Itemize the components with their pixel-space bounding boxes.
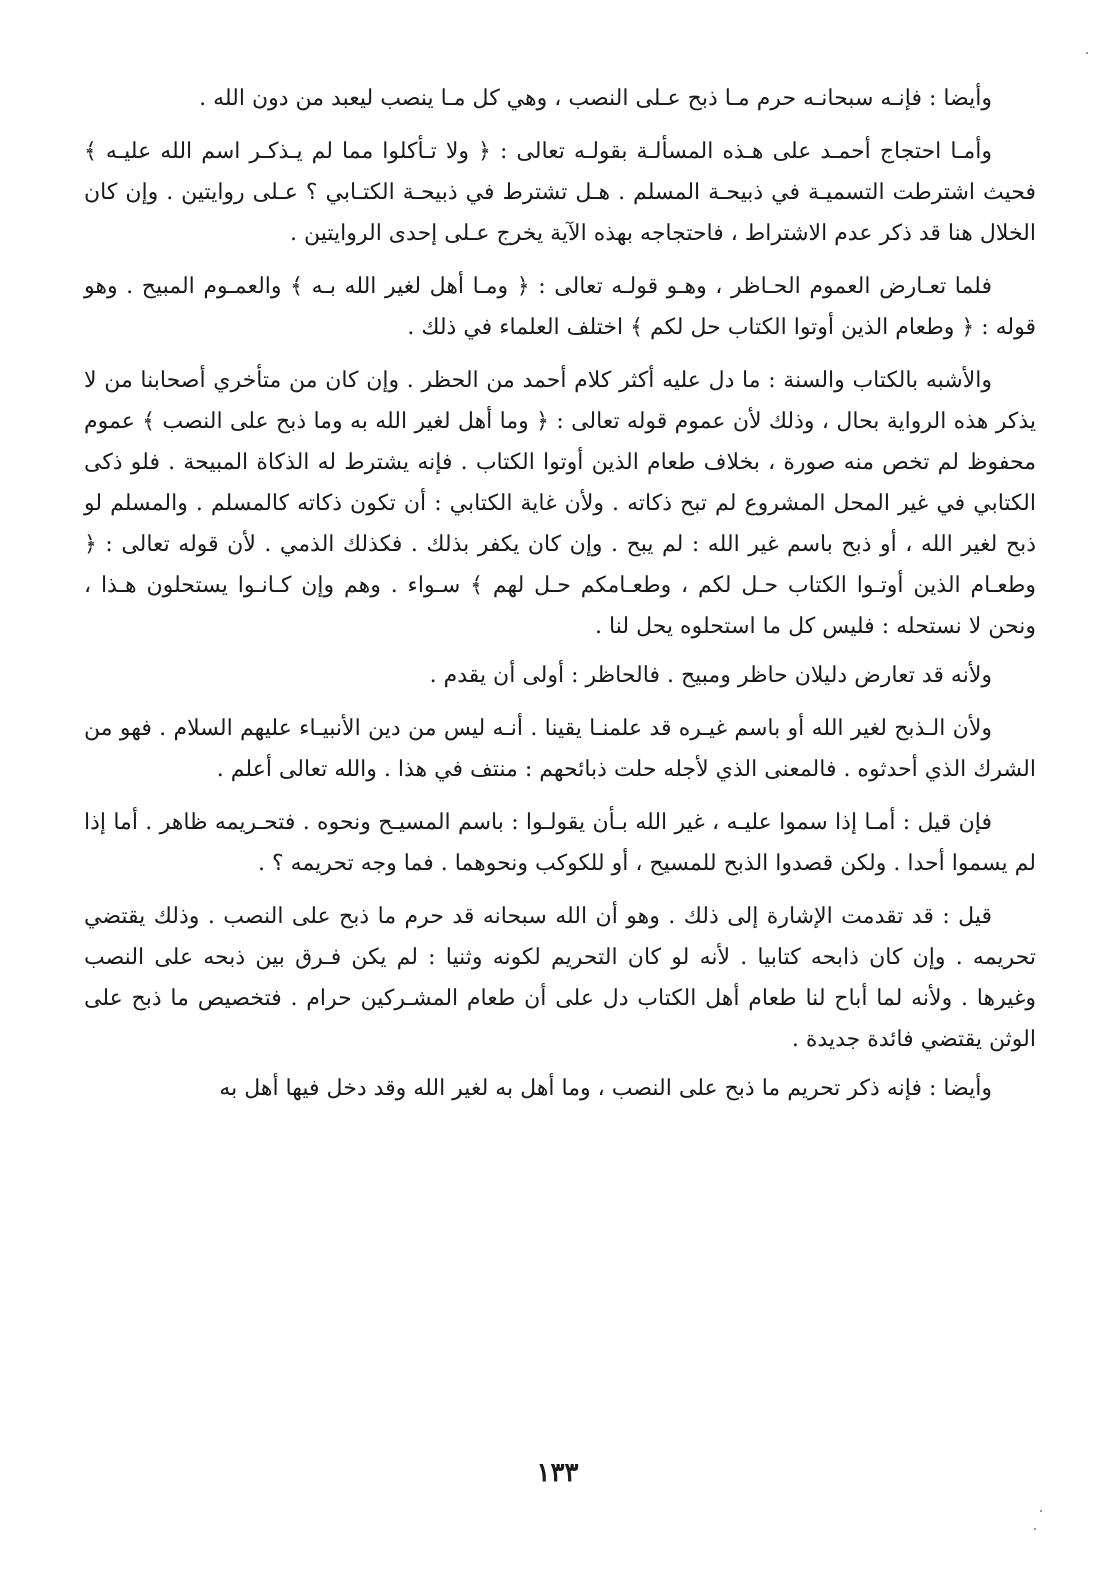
paragraph-8: قيل : قد تقدمت الإشارة إلى ذلك . وهو أن الله سبحانه قد حرم ما ذبح على النصب . وذلك يقتضي تحريمه . وإن كان ذابحه كتابيا . لأنه لو كان التحريم لكونه وثنيا : لم يكن فـرق بين ذبحه على النصب وغيرها . ولأنه لما أباح لنا طعام أهل الكتاب دل على أن طعام المشـركين حرام . فتخصيص ما ذبح على الوثن يقتضي فائدة جديدة . [84,904,1036,1052]
paragraph-9: وأيضا : فإنه ذكر تحريم ما ذبح على النصب ، وما أهل به لغير الله وقد دخل فيها أهل به [219,1076,992,1101]
paragraph-1: وأيضا : فإنـه سبحانـه حرم مـا ذبح عـلى النصب ، وهي كل مـا ينصب ليعبد من دون الله . [199,86,992,111]
body-text [84,78,1036,1121]
scan-speck [1034,1528,1036,1530]
paragraph-3: فلما تعـارض العموم الحـاظر ، وهـو قولـه تعالى : ﴿ ومـا أهل لغير الله بـه ﴾ والعمـوم المبيح . وهو قوله : ﴿ وطعام الذين أوتوا الكتاب حل لكم ﴾ اختلف العلماء في ذلك . [84,274,1036,340]
paragraph-5: ولأنه قد تعارض دليلان حاظر ومبيح . فالحاظر : أولى أن يقدم . [429,663,992,688]
scan-speck [1086,52,1088,54]
paragraph-4: والأشبه بالكتاب والسنة : ما دل عليه أكثر كلام أحمد من الحظر . وإن كان من متأخري أصحابنا من لا يذكر هذه الرواية بحال ، وذلك لأن عموم قوله تعالى : ﴿ وما أهل لغير الله به وما ذبح على النصب ﴾ عموم محفوظ لم تخص منه صورة ، بخلاف طعام الذين أوتوا الكتاب . فإنه يشترط له الذكاة المبيحة . فلو ذكى الكتابي في غير المحل المشروع لم تبح ذكاته . ولأن غاية الكتابي : أن تكون ذكاته كالمسلم . والمسلم لو ذبح لغير الله ، أو ذبح باسم غير الله : لم يبح . وإن كان يكفر بذلك . فكذلك الذمي . لأن قوله تعالى : ﴿ وطعـام الذين أوتـوا الكتاب حـل لكم ، وطعـامكم حـل لهم ﴾ سـواء . وهم وإن كـانـوا يستحلون هـذا ، ونحن لا نستحله : فليس كل ما استحلوه يحل لنا . [84,368,1036,639]
page-number: ١٣٣ [536,1458,579,1488]
paragraph-6: ولأن الـذبح لغير الله أو باسم غيـره قد علمنـا يقينا . أنـه ليس من دين الأنبيـاء عليهم السلام . فهو من الشرك الذي أحدثوه . فالمعنى الذي لأجله حلت ذبائحهم : منتف في هذا . والله تعالى أعلم . [84,716,1036,782]
paragraph-2: وأمـا احتجاج أحمـد على هـذه المسألـة بقولـه تعالى : ﴿ ولا تـأكلوا مما لم يـذكـر اسم الله عليـه ﴾ فحيث اشترطت التسميـة في ذبيحـة المسلم . هـل تشترط في ذبيحـة الكتـابي ؟ عـلى روايتين . وإن كان الخلال هنا قد ذكر عدم الاشتراط ، فاحتجاجه بهذه الآية يخرج عـلى إحدى الروايتين . [84,139,1036,246]
scan-speck [1040,1510,1042,1512]
paragraph-7: فإن قيل : أمـا إذا سموا عليـه ، غير الله بـأن يقولـوا : باسم المسيـح ونحوه . فتحـريمه ظاهر . أما إذا لم يسموا أحدا . ولكن قصدوا الذبح للمسيح ، أو للكوكب ونحوهما . فما وجه تحريمه ؟ . [84,810,1036,876]
